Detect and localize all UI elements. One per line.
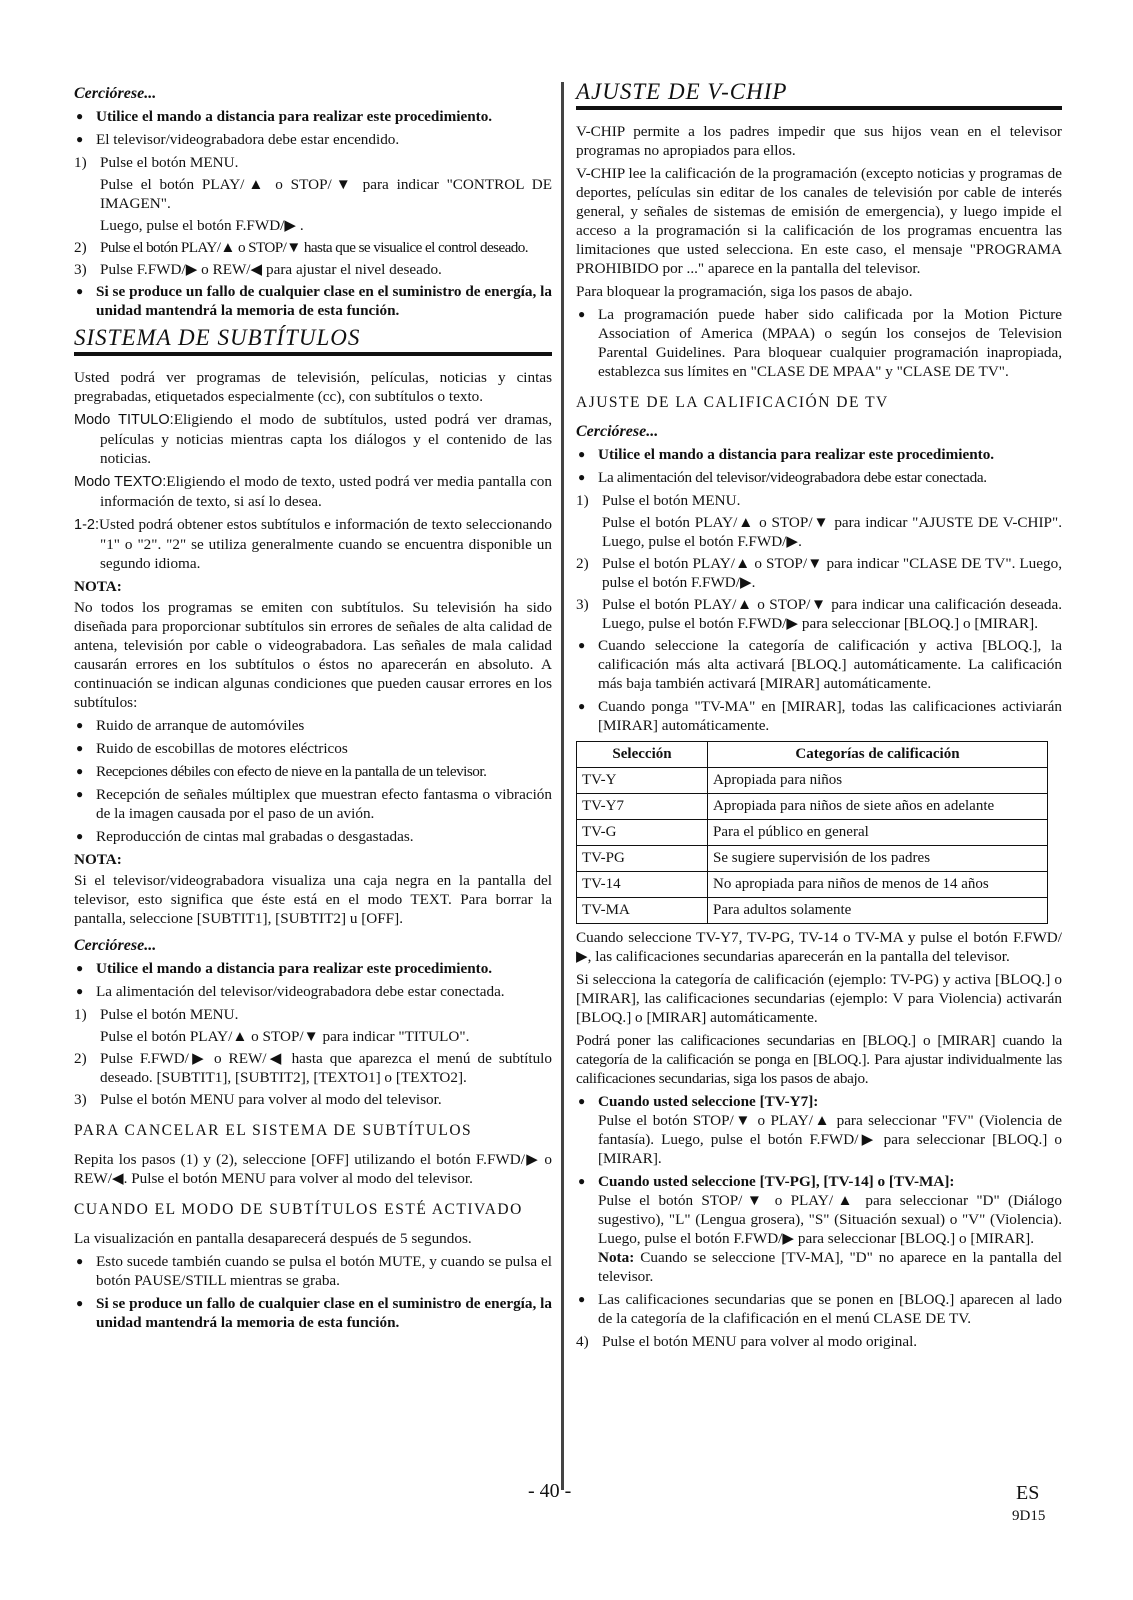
note-label: NOTA:: [74, 578, 122, 595]
step-text: Pulse el botón MENU.: [100, 1006, 239, 1023]
rating-table: [576, 741, 1048, 924]
step-text: Pulse el botón MENU.: [602, 492, 741, 509]
warning-note: ● Si se produce un fallo de cualquier clase en el suministro de energía, la unidad mantendrá la memoria de esta función.: [74, 282, 552, 320]
step-number: 3): [576, 596, 589, 613]
vchip-bullet: ● La programación puede haber sido calificada por la Motion Picture Association of America (MPAA) o según los consejos de Television Parental Guidelines. Para bloquear cualquier programación inapropiada, establezca sus límites en "CLASE DE MPAA" y "CLASE DE TV".: [576, 305, 1062, 381]
active-paragraph: La visualización en pantalla desaparecerá después de 5 segundos.: [74, 1230, 472, 1247]
table-cell: Apropiada para niños de siete años en adelante: [708, 794, 1048, 820]
step-text: Pulse el botón PLAY/▲ o STOP/▼ para indicar "AJUSTE DE V-CHIP". Luego, pulse el botón F.FWD/▶.: [602, 514, 1062, 550]
column-divider: [561, 82, 564, 1490]
case-title: ● Cuando usted seleccione [TV-PG], [TV-14] o [TV-MA]:: [576, 1172, 1062, 1191]
table-row: [577, 820, 1048, 846]
table-cell: Para el público en general: [708, 820, 1048, 846]
step-number: 2): [74, 239, 87, 256]
page-number: - 40 -: [528, 1480, 572, 1502]
step: [74, 260, 552, 279]
table-header: Categorías de calificación: [708, 742, 1048, 768]
step-number: 1): [74, 154, 87, 171]
table-cell: TV-Y: [577, 768, 708, 794]
table-cell: TV-MA: [577, 898, 708, 924]
secondary-bullet: ● Las calificaciones secundarias que se ponen en [BLOQ.] aparecen al lado de la categoría de la clafificación en el menú CLASE DE TV.: [576, 1290, 1062, 1328]
case-text: Pulse el botón STOP/▼ o PLAY/▲ para seleccionar "D" (Diálogo sugestivo), "L" (Lengua grosera), "S" (Situación sexual) o "V" (Violencia). Luego, pulse el botón F.FWD/▶ para seleccionar [BLOQ.] o [MIRAR].: [598, 1192, 1062, 1247]
step-text: Pulse F.FWD/▶ o REW/◀ hasta que aparezca el menú de subtítulo deseado. [SUBTIT1], [SUBTIT2], [TEXTO1] o [TEXTO2].: [100, 1050, 552, 1086]
table-cell: TV-14: [577, 872, 708, 898]
case-note-text: Cuando se seleccione [TV-MA], "D" no aparece en la pantalla del televisor.: [598, 1249, 1062, 1285]
condition-item: ● Ruido de arranque de automóviles: [74, 716, 552, 735]
secondary-paragraph: Cuando seleccione TV-Y7, TV-PG, TV-14 o TV-MA y pulse el botón F.FWD/▶, las calificaciones secundarias aparecerán en la pantalla del televisor.: [576, 929, 1062, 965]
table-cell: TV-PG: [577, 846, 708, 872]
section-heading-cancel: PARA CANCELAR EL SISTEMA DE SUBTÍTULOS: [74, 1122, 473, 1139]
table-cell: TV-Y7: [577, 794, 708, 820]
model-code: 9D15: [1012, 1508, 1046, 1524]
language-code: ES: [1016, 1482, 1040, 1504]
step: [576, 554, 1062, 592]
cancel-paragraph: Repita los pasos (1) y (2), seleccione [OFF] utilizando el botón F.FWD/▶ o REW/◀. Pulse el botón MENU para volver al modo del televisor.: [74, 1151, 552, 1187]
table-cell: TV-G: [577, 820, 708, 846]
condition-item: ● Recepciones débiles con efecto de nieve en la pantalla de un televisor.: [74, 762, 552, 781]
step-number: 1): [74, 1006, 87, 1023]
step: [576, 513, 1062, 551]
step-number: 2): [74, 1050, 87, 1067]
section-heading-subtitles: SISTEMA DE SUBTÍTULOS: [74, 328, 552, 356]
vchip-paragraph: V-CHIP permite a los padres impedir que sus hijos vean en el televisor programas no apropiados para ellos.: [576, 123, 1062, 159]
step: [74, 216, 552, 235]
check-bullet: ● Utilice el mando a distancia para realizar este procedimiento.: [74, 107, 552, 126]
step-number: 4): [576, 1333, 589, 1350]
table-header-row: [577, 742, 1048, 768]
step: [576, 1332, 1062, 1351]
check-bullet: ● La alimentación del televisor/videograbadora debe estar conectada.: [576, 468, 1062, 487]
step-text: Pulse el botón PLAY/▲ o STOP/▼ hasta que se visualice el control deseado.: [100, 239, 528, 256]
condition-item: ● Reproducción de cintas mal grabadas o desgastadas.: [74, 827, 552, 846]
table-row: [577, 768, 1048, 794]
warning-note: ● Si se produce un fallo de cualquier clase en el suministro de energía, la unidad mantendrá la memoria de esta función.: [74, 1294, 552, 1332]
mode-term: Modo TITULO:: [74, 412, 174, 428]
step: [74, 1090, 552, 1109]
mode-text: Usted podrá obtener estos subtítulos e información de texto seleccionando "1" o "2". "2" se utiliza generalmente cuando se encuentra disponible un segundo idioma.: [99, 516, 552, 572]
table-row: [577, 872, 1048, 898]
note-text: No todos los programas se emiten con subtítulos. Su televisión ha sido diseñada para proporcionar subtítulos sin errores de señales de alta calidad de antena, televisión por cable o videograbadora. Las señales de mala calidad causarán errores en los subtítulos o éstos no aparecerán en absoluto. A continuación se indican algunas condiciones que pueden causar errores en los subtítulos:: [74, 599, 552, 711]
note-label: NOTA:: [74, 851, 122, 868]
step-number: 2): [576, 555, 589, 572]
check-title: Cerciórese...: [74, 937, 157, 954]
case-note: [576, 1248, 1062, 1286]
check-title: Cerciórese...: [74, 85, 157, 102]
vchip-paragraph: Para bloquear la programación, siga los pasos de abajo.: [576, 283, 913, 300]
section-heading-active: CUANDO EL MODO DE SUBTÍTULOS ESTÉ ACTIVADO: [74, 1201, 523, 1218]
left-column: [74, 82, 552, 1336]
table-cell: Apropiada para niños: [708, 768, 1048, 794]
check-bullet: ● Utilice el mando a distancia para realizar este procedimiento.: [74, 959, 552, 978]
mode-item: [74, 515, 552, 573]
step-text: Pulse el botón PLAY/▲ o STOP/▼ para indicar "CLASE DE TV". Luego, pulse el botón F.FWD/▶.: [602, 555, 1062, 591]
step: [576, 595, 1062, 633]
mode-term: Modo TEXTO:: [74, 474, 167, 490]
case-text: Pulse el botón STOP/▼ o PLAY/▲ para seleccionar "FV" (Violencia de fantasía). Luego, pulse el botón F.FWD/▶ para seleccionar [BLOQ.] o [MIRAR].: [598, 1112, 1062, 1167]
step: [74, 1005, 552, 1024]
condition-item: ● Ruido de escobillas de motores eléctricos: [74, 739, 552, 758]
table-row: [577, 846, 1048, 872]
rating-bullet: ● Cuando ponga "TV-MA" en [MIRAR], todas las calificaciones activiarán [MIRAR] automáticamente.: [576, 697, 1062, 735]
check-bullet: ● Utilice el mando a distancia para realizar este procedimiento.: [576, 445, 1062, 464]
step: [74, 153, 552, 172]
secondary-paragraph: Podrá poner las calificaciones secundarias en [BLOQ.] o [MIRAR] cuando la categoría de la calificación se ponga en [BLOQ.]. Para ajustar individualmente las calificaciones secundarias, siga los pasos de abajo.: [576, 1032, 1062, 1087]
check-bullet: ● La alimentación del televisor/videograbadora debe estar conectada.: [74, 982, 552, 1001]
step-text: Pulse el botón PLAY/▲ o STOP/▼ para indicar "TITULO".: [100, 1028, 470, 1045]
intro-paragraph: Usted podrá ver programas de televisión, películas, noticias y cintas pregrabadas, etiquetados especialmente (cc), con subtítulos o texto.: [74, 369, 552, 405]
step-text: Pulse el botón MENU para volver al modo original.: [602, 1333, 918, 1350]
check-bullet: ● El televisor/videograbadora debe estar encendido.: [74, 130, 552, 149]
section-heading-tv-rating: AJUSTE DE LA CALIFICACIÓN DE TV: [576, 394, 889, 411]
case-title: ● Cuando usted seleccione [TV-Y7]:: [576, 1092, 1062, 1111]
step-number: 3): [74, 1091, 87, 1108]
mode-text: Eligiendo el modo de texto, usted podrá ver media pantalla con información de texto, si así lo desea.: [100, 473, 552, 510]
table-header: Selección: [577, 742, 708, 768]
step-text: Pulse el botón PLAY/▲ o STOP/▼ para indicar una calificación deseada. Luego, pulse el botón F.FWD/▶ para seleccionar [BLOQ.] o [MIRAR].: [602, 596, 1062, 632]
rating-bullet: ● Cuando seleccione la categoría de calificación y activa [BLOQ.], la calificación más alta activará [BLOQ.] automáticamente. La calificación más baja también activará [MIRAR] automáticamente.: [576, 636, 1062, 693]
table-cell: No apropiada para niños de menos de 14 años: [708, 872, 1048, 898]
table-cell: Se sugiere supervisión de los padres: [708, 846, 1048, 872]
section-heading-vchip: AJUSTE DE V-CHIP: [576, 82, 1062, 110]
step-number: 1): [576, 492, 589, 509]
mode-item: [74, 472, 552, 511]
right-column: [576, 79, 1062, 1354]
step-text: Pulse F.FWD/▶ o REW/◀ para ajustar el nivel deseado.: [100, 261, 442, 278]
condition-item: ● Recepción de señales múltiplex que muestran efecto fantasma o vibración de la imagen causada por el paso de un avión.: [74, 785, 552, 823]
secondary-paragraph: Si selecciona la categoría de calificación (ejemplo: TV-PG) y activa [BLOQ.] o [MIRAR], las calificaciones secundarias (ejemplo: V para Violencia) activarán [BLOQ.] o [MIRAR] automáticamente.: [576, 971, 1062, 1026]
mode-item: [74, 410, 552, 468]
vchip-paragraph: V-CHIP lee la calificación de la programación (excepto noticias y programas de deportes, películas sin editar de los canales de televisión por cable de interés general, y señales de sistemas de emisión de emergencia), y luego impide el acceso a la programación si la calificación de los programas encuentra las limitaciones que usted selecciona. En este caso, el mensaje "PROGRAMA PROHIBIDO por ..." aparece en la pantalla del televisor.: [576, 165, 1062, 277]
step-text: Luego, pulse el botón F.FWD/▶ .: [100, 217, 304, 234]
table-row: [577, 898, 1048, 924]
step-text: Pulse el botón MENU.: [100, 154, 239, 171]
step: [74, 238, 552, 257]
step-number: 3): [74, 261, 87, 278]
mode-text: Eligiendo el modo de subtítulos, usted podrá ver dramas, películas y noticias mientras capta los diálogos y el contenido de las noticias.: [100, 411, 553, 467]
step-text: Pulse el botón MENU para volver al modo del televisor.: [100, 1091, 442, 1108]
table-cell: Para adultos solamente: [708, 898, 1048, 924]
step: [74, 175, 552, 213]
mode-term: 1-2:: [74, 517, 99, 533]
note-text: Si el televisor/videograbadora visualiza una caja negra en la pantalla del televisor, esto significa que éste está en el modo TEXT. Para borrar la pantalla, seleccione [SUBTIT1], [SUBTIT2] u [OFF].: [74, 872, 552, 927]
case-note-label: Nota:: [598, 1249, 635, 1266]
check-title: Cerciórese...: [576, 423, 659, 440]
table-row: [577, 794, 1048, 820]
step: [74, 1049, 552, 1087]
step-text: Pulse el botón PLAY/▲ o STOP/▼ para indicar "CONTROL DE IMAGEN".: [100, 176, 552, 212]
step: [576, 491, 1062, 510]
step: [74, 1027, 552, 1046]
active-bullet: ● Esto sucede también cuando se pulsa el botón MUTE, y cuando se pulsa el botón PAUSE/STILL mientras se graba.: [74, 1252, 552, 1290]
